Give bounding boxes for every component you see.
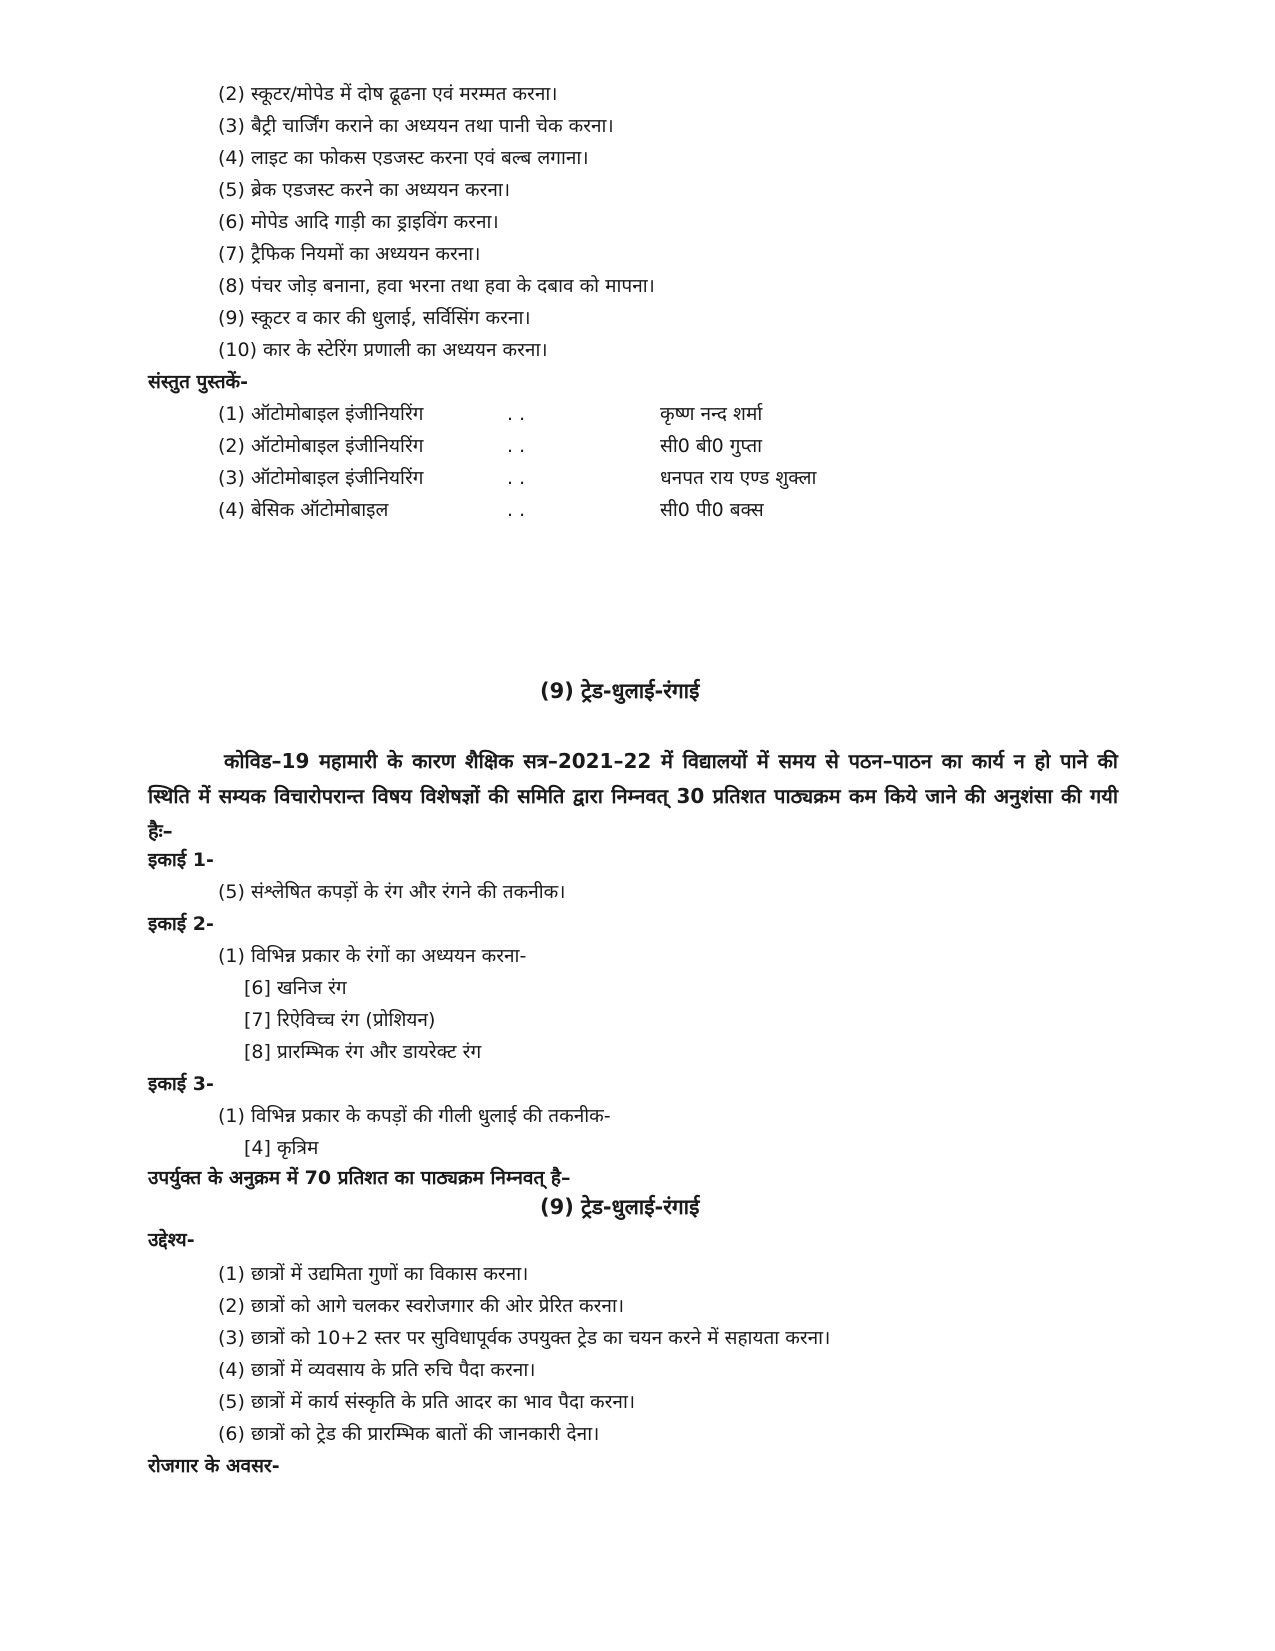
- auto-item: (3) बैट्री चार्जिंग कराने का अध्ययन तथा पानी चेक करना।: [218, 115, 614, 137]
- unit1-item: (5) संश्लेषित कपड़ों के रंग और रंगने की तकनीक।: [218, 881, 566, 903]
- book-author: सी0 पी0 बक्स: [660, 499, 764, 521]
- objective-item: (1) छात्रों में उद्यमिता गुणों का विकास करना।: [218, 1263, 529, 1285]
- book-title: (2) ऑटोमोबाइल इंजीनियरिंग: [218, 435, 424, 457]
- auto-item: (8) पंचर जोड़ बनाना, हवा भरना तथा हवा के दबाव को मापना।: [218, 275, 655, 297]
- auto-item: (6) मोपेड आदि गाड़ी का ड्राइविंग करना।: [218, 211, 499, 233]
- trade-title: (9) ट्रेड-धुलाई-रंगाई: [540, 679, 700, 703]
- unit2-subitem: [8] प्रारम्भिक रंग और डायरेक्ट रंग: [244, 1041, 482, 1063]
- unit2-subitem: [6] खनिज रंग: [244, 977, 347, 999]
- book-separator: . .: [507, 467, 526, 489]
- auto-item: (9) स्कूटर व कार की धुलाई, सर्विसिंग करना।: [218, 307, 531, 329]
- objective-item: (6) छात्रों को ट्रेड की प्रारम्भिक बातों की जानकारी देना।: [218, 1423, 600, 1445]
- book-author: कृष्ण नन्द शर्मा: [660, 403, 763, 425]
- auto-item: (7) ट्रैफिक नियमों का अध्ययन करना।: [218, 243, 481, 265]
- employment-heading: रोजगार के अवसर-: [148, 1455, 280, 1477]
- unit2-item: (1) विभिन्न प्रकार के रंगों का अध्ययन करना-: [218, 945, 527, 967]
- book-author: सी0 बी0 गुप्ता: [660, 435, 763, 457]
- unit2-heading: इकाई 2-: [148, 913, 214, 935]
- objective-item: (3) छात्रों को 10+2 स्तर पर सुविधापूर्वक उपयुक्त ट्रेड का चयन करने में सहायता करना।: [218, 1327, 831, 1349]
- unit3-subitem: [4] कृत्रिम: [244, 1137, 319, 1159]
- seventy-percent-line: उपर्युक्त के अनुक्रम में 70 प्रतिशत का पाठ्यक्रम निम्नवत् है–: [148, 1167, 571, 1189]
- objective-item: (5) छात्रों में कार्य संस्कृति के प्रति आदर का भाव पैदा करना।: [218, 1391, 636, 1413]
- auto-item: (5) ब्रेक एडजस्ट करने का अध्ययन करना।: [218, 179, 511, 201]
- book-author: धनपत राय एण्ड शुक्ला: [660, 467, 817, 489]
- covid-paragraph: [148, 744, 1118, 849]
- book-title: (4) बेसिक ऑटोमोबाइल: [218, 499, 389, 521]
- auto-item: (4) लाइट का फोकस एडजस्ट करना एवं बल्ब लगाना।: [218, 147, 589, 169]
- auto-item: (10) कार के स्टेरिंग प्रणाली का अध्ययन करना।: [218, 339, 548, 361]
- auto-item: (2) स्कूटर/मोपेड में दोष ढूढना एवं मरम्मत करना।: [218, 83, 558, 105]
- unit2-subitem: [7] रिऐविच्च रंग (प्रोशियन): [244, 1009, 436, 1031]
- covid-paragraph-text: कोविड–19 महामारी के कारण शैक्षिक सत्र–2021–22 में विद्यालयों में समय से पठन–पाठन का कार्य न हो पाने की स्थिति में सम्यक विचारोपरान्त विषय विशेषज्ञों की समिति द्वारा निम्नवत् 30 प्रतिशत पाठ्यक्रम कम किये जाने की अनुशंसा की गयी हैः–: [148, 749, 1118, 843]
- objective-item: (2) छात्रों को आगे चलकर स्वरोजगार की ओर प्रेरित करना।: [218, 1295, 625, 1317]
- trade-title-2: (9) ट्रेड-धुलाई-रंगाई: [540, 1195, 700, 1219]
- book-separator: . .: [507, 499, 526, 521]
- book-title: (3) ऑटोमोबाइल इंजीनियरिंग: [218, 467, 424, 489]
- book-title: (1) ऑटोमोबाइल इंजीनियरिंग: [218, 403, 424, 425]
- unit1-heading: इकाई 1-: [148, 849, 214, 871]
- unit3-heading: इकाई 3-: [148, 1073, 214, 1095]
- book-separator: . .: [507, 435, 526, 457]
- objective-item: (4) छात्रों में व्यवसाय के प्रति रुचि पैदा करना।: [218, 1359, 536, 1381]
- objectives-heading: उद्देश्य-: [148, 1229, 195, 1251]
- book-separator: . .: [507, 403, 526, 425]
- unit3-item: (1) विभिन्न प्रकार के कपड़ों की गीली धुलाई की तकनीक-: [218, 1105, 611, 1127]
- books-heading: संस्तुत पुस्तकें-: [148, 371, 249, 393]
